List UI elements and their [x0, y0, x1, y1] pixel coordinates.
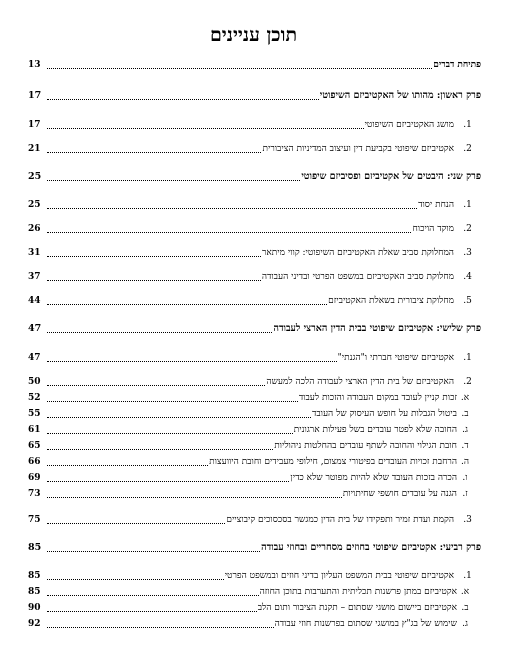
page-title: תוכן עניינים — [209, 24, 298, 46]
toc-entry-title: הנחת יסוד — [418, 200, 454, 210]
toc-chapter-row[interactable] — [28, 169, 481, 183]
toc-dot-leader — [47, 351, 337, 362]
toc-page-number: 85 — [28, 571, 41, 581]
toc-dot-leader — [47, 391, 298, 402]
toc-dot-leader — [47, 569, 224, 580]
toc-dot-leader — [47, 375, 265, 386]
toc-entry-title: מחלוקת סביב האקטיביזם במשפט הפרטי ובדיני העבודה — [261, 272, 454, 282]
toc-entry-number: א. — [460, 587, 470, 597]
toc-page-number: 92 — [28, 619, 41, 629]
toc-dot-leader — [47, 246, 261, 257]
toc-dot-leader — [47, 601, 257, 612]
toc-entry-number: ג. — [462, 619, 468, 629]
toc-entry-number: ה. — [460, 457, 470, 467]
toc-entry-number: 2. — [463, 377, 472, 387]
toc-entry-title: החובה שלא לפטר עובדים בשל פעילות ארגונית — [293, 425, 457, 435]
toc-dot-leader — [47, 471, 289, 482]
toc-dot-leader — [47, 423, 293, 434]
toc-page-number: 85 — [28, 542, 42, 553]
toc-entry-number: ו. — [462, 473, 468, 483]
toc-chapter-row[interactable] — [28, 88, 481, 102]
toc-entry-title: הקמת ועדת זמיר ותפקידו של בית הדין כמגשר בסכסוכים קיבוציים — [226, 515, 454, 525]
toc-entry-title: ביטול הגבלות על חופש העיסוק של העובד — [311, 409, 457, 419]
toc-entry-number: 1. — [463, 353, 472, 363]
toc-dot-leader — [47, 89, 319, 100]
toc-dot-leader — [47, 439, 273, 450]
toc-entry-number: ד. — [461, 441, 469, 451]
toc-entry-title: מוקד הויכוח — [412, 224, 454, 234]
toc-page-number: 47 — [28, 323, 42, 334]
toc-entry-row[interactable] — [28, 600, 481, 614]
toc-entry-row[interactable] — [28, 438, 481, 452]
toc-page-number: 17 — [28, 120, 41, 130]
toc-entry-title: מושג האקטיביזם השיפוטי — [364, 120, 454, 130]
toc-dot-leader — [47, 487, 342, 498]
toc-page-number: 13 — [28, 60, 41, 70]
toc-entry-row[interactable] — [28, 568, 481, 582]
toc-entry-title: אקטיביזם שיפוטי חברתי ו"הגנתי" — [337, 353, 454, 363]
toc-entry-number: 3. — [463, 248, 472, 258]
toc-entry-number: ב. — [461, 409, 469, 419]
toc-entry-row[interactable] — [28, 141, 481, 155]
toc-dot-leader — [47, 585, 259, 596]
toc-entry-number: ב. — [461, 603, 469, 613]
toc-page-number: 25 — [28, 200, 41, 210]
toc-page-number: 66 — [28, 457, 41, 467]
toc-dot-leader — [47, 294, 327, 305]
toc-page-number: 75 — [28, 515, 41, 525]
toc-entry-row[interactable] — [28, 221, 481, 235]
toc-dot-leader — [47, 617, 274, 628]
toc-entry-number: 1. — [463, 571, 472, 581]
toc-dot-leader — [47, 455, 208, 466]
toc-page-number: 55 — [28, 409, 41, 419]
toc-entry-title: מחלוקת ציבורית בשאלת האקטיביזם — [328, 296, 454, 306]
toc-entry-row[interactable] — [28, 390, 481, 404]
toc-entry-row[interactable] — [28, 117, 481, 131]
toc-page-number: 25 — [28, 171, 42, 182]
toc-entry-number: ג. — [462, 425, 468, 435]
toc-entry-number: א. — [460, 393, 470, 403]
toc-dot-leader — [47, 541, 260, 552]
toc-entry-row[interactable] — [28, 584, 481, 598]
toc-entry-row[interactable] — [28, 350, 481, 364]
toc-entry-title: אקטיביזם שיפוטי בקביעת דין ועיצוב המדיניות הציבורית — [262, 144, 454, 154]
toc-dot-leader — [47, 118, 364, 129]
toc-entry-title: הכרה בזכות העובד שלא להיות מפוטר שלא כדין — [290, 473, 457, 483]
toc-entry-title: האקטיביזם של בית הדין הארצי לעבודה הלכה למעשה — [266, 377, 454, 387]
toc-entry-row[interactable] — [28, 293, 481, 307]
toc-entry-title: המחלוקת סביב שאלת האקטיביזם השיפוטי: קווי מיתאר — [261, 248, 454, 258]
toc-page-number: 61 — [28, 425, 41, 435]
toc-page-number: 47 — [28, 353, 41, 363]
toc-entry-title: הגנה על עובדים חושפי שחיתויות — [342, 489, 457, 499]
toc-entry-title: הרחבת זכויות העובדים בפיטורי צמצום, חילופי מעבידים וחובת היוועצות — [209, 457, 457, 467]
toc-dot-leader — [47, 222, 411, 233]
toc-entry-row[interactable] — [28, 616, 481, 630]
toc-page-number: 69 — [28, 473, 41, 483]
toc-entry-row[interactable] — [28, 57, 481, 71]
toc-page-number: 17 — [28, 90, 42, 101]
toc-dot-leader — [47, 170, 300, 181]
toc-entry-title: פרק רביעי: אקטיביזם שיפוטי בחוזים מסחריים ובחוזי עבודה — [261, 542, 481, 553]
toc-entry-row[interactable] — [28, 374, 481, 388]
toc-dot-leader — [47, 198, 417, 209]
toc-entry-row[interactable] — [28, 422, 481, 436]
toc-entry-number: 1. — [463, 120, 472, 130]
toc-page-number: 52 — [28, 393, 41, 403]
toc-entry-number: 5. — [463, 296, 472, 306]
toc-entry-number: 1. — [463, 200, 472, 210]
toc-entry-title: אקטיביזם שיפוטי בבית המשפט העליון בדיני חוזים ובמשפט הפרטי — [224, 571, 454, 581]
toc-entry-title: חובת הגילוי והחובה לשתף עובדים בהחלטות ניהוליות — [274, 441, 457, 451]
toc-entry-title: אקטיביזם ביישום מושגי שסתום – תקנת הציבור ותום הלב — [257, 603, 457, 613]
toc-page-number: 26 — [28, 224, 41, 234]
toc-entry-row[interactable] — [28, 406, 481, 420]
toc-dot-leader — [47, 322, 272, 333]
toc-entry-row[interactable] — [28, 512, 481, 526]
toc-chapter-row[interactable] — [28, 540, 481, 554]
toc-dot-leader — [47, 513, 225, 524]
toc-entry-number: ז. — [462, 489, 468, 499]
toc-page-number: 50 — [28, 377, 41, 387]
toc-page-number: 65 — [28, 441, 41, 451]
toc-entry-number: 2. — [463, 144, 472, 154]
toc-dot-leader — [47, 142, 261, 153]
toc-page-number: 31 — [28, 248, 41, 258]
toc-page-number: 85 — [28, 587, 41, 597]
toc-entry-row[interactable] — [28, 269, 481, 283]
toc-entry-row[interactable] — [28, 197, 481, 211]
toc-entry-title: פרק ראשון: מהותו של האקטיביזם השיפוטי — [319, 90, 481, 101]
toc-entry-row[interactable] — [28, 454, 481, 468]
toc-entry-row[interactable] — [28, 486, 481, 500]
toc-dot-leader — [47, 407, 311, 418]
toc-entry-title: זכות קניין לעובד במקום העבודה והזכות לעבוד — [298, 393, 457, 403]
toc-entry-title: שימוש של בג"ץ במושגי שסתום בפרשנות חוזי עבודה — [274, 619, 457, 629]
toc-entry-number: 3. — [463, 515, 472, 525]
toc-dot-leader — [47, 270, 261, 281]
toc-page-number: 44 — [28, 296, 41, 306]
toc-chapter-row[interactable] — [28, 321, 481, 335]
toc-entry-number: 4. — [463, 272, 472, 282]
toc-entry-title: אקטיביזם במתן פרשנות תכליתית והתערבות בתוכן החוזה — [259, 587, 457, 597]
toc-page-number: 21 — [28, 144, 41, 154]
toc-page-number: 73 — [28, 489, 41, 499]
toc-entry-number: 2. — [463, 224, 472, 234]
toc-entry-title: פרק שני: היבטים של אקטיביזם ופסיביזם שיפוטי — [301, 171, 481, 182]
toc-entry-row[interactable] — [28, 470, 481, 484]
toc-entry-title: פרק שלישי: אקטיביזם שיפוטי בבית הדין הארצי לעבודה — [273, 323, 481, 334]
toc-page-number: 90 — [28, 603, 41, 613]
toc-page-number: 37 — [28, 272, 41, 282]
toc-entry-title: פתיחת דברים — [433, 60, 481, 70]
toc-entry-row[interactable] — [28, 245, 481, 259]
toc-dot-leader — [47, 58, 432, 69]
